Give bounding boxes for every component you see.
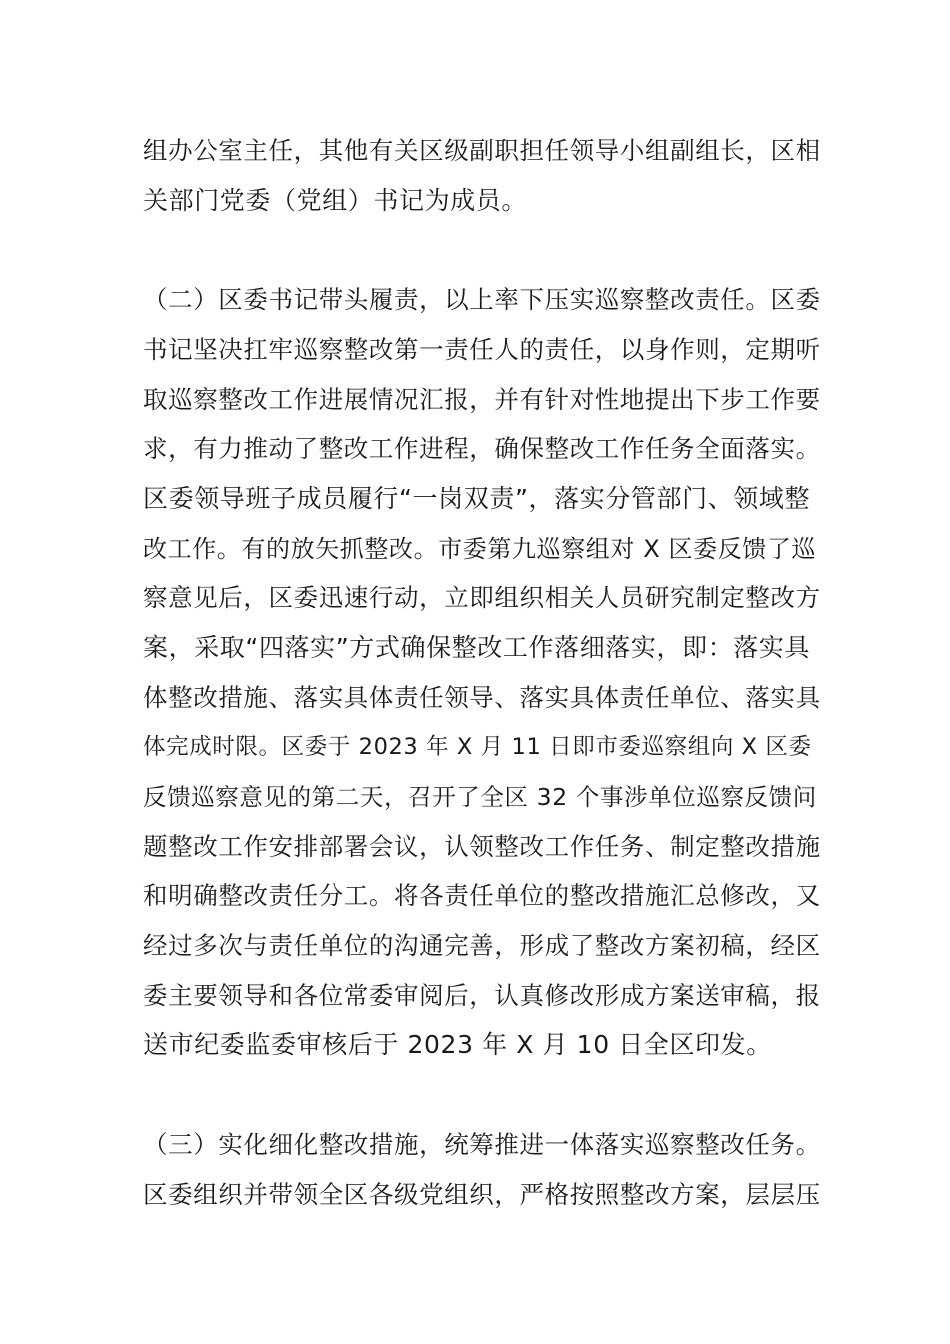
paragraph-2-line-5: 区委领导班子成员履行“一岗双责”，落实分管部门、领域整: [143, 484, 811, 513]
paragraph-1-line-2: 关部门党委（党组）书记为成员。: [143, 186, 528, 215]
paragraph-3-line-1: （三）实化细化整改措施，统筹推进一体落实巡察整改任务。: [143, 1130, 821, 1159]
paragraph-2-line-4: 求，有力推动了整改工作进程，确保整改工作任务全面落实。: [143, 434, 821, 463]
paragraph-2-line-12: 题整改工作安排部署会议，认领整改工作任务、制定整改措施: [143, 832, 821, 861]
paragraph-1-line-1: 组办公室主任，其他有关区级副职担任领导小组副组长，区相: [143, 136, 821, 165]
paragraph-2-line-10: 体完成时限。区委于 2023 年 X 月 11 日即市委巡察组向 X 区委: [143, 734, 812, 760]
paragraph-2-line-2: 书记坚决扛牢巡察整改第一责任人的责任，以身作则，定期听: [143, 335, 821, 364]
paragraph-2-line-15: 委主要领导和各位常委审阅后，认真修改形成方案送审稿，报: [143, 981, 821, 1010]
paragraph-2-line-11: 反馈巡察意见的第二天，召开了全区 32 个事涉单位巡察反馈问: [143, 783, 817, 811]
paragraph-2-line-7: 察意见后，区委迅速行动，立即组织相关人员研究制定整改方: [143, 583, 821, 612]
paragraph-2-line-9: 体整改措施、落实具体责任领导、落实具体责任单位、落实具: [143, 683, 821, 712]
paragraph-2-line-1: （二）区委书记带头履责，以上率下压实巡察整改责任。区委: [143, 285, 821, 314]
paragraph-2-line-6: 改工作。有的放矢抓整改。市委第九巡察组对 X 区委反馈了巡: [143, 535, 817, 563]
paragraph-2-line-14: 经过多次与责任单位的沟通完善，形成了整改方案初稿，经区: [143, 931, 821, 960]
paragraph-2-line-3: 取巡察整改工作进展情况汇报，并有针对性地提出下步工作要: [143, 385, 821, 414]
paragraph-2-line-13: 和明确整改责任分工。将各责任单位的整改措施汇总修改，又: [143, 881, 821, 910]
paragraph-3-line-2: 区委组织并带领全区各级党组织，严格按照整改方案，层层压: [143, 1180, 821, 1209]
paragraph-2-line-8: 案，采取“四落实”方式确保整改工作落细落实，即：落实具: [143, 633, 811, 662]
paragraph-2-line-16: 送市纪委监委审核后于 2023 年 X 月 10 日全区印发。: [143, 1030, 772, 1059]
